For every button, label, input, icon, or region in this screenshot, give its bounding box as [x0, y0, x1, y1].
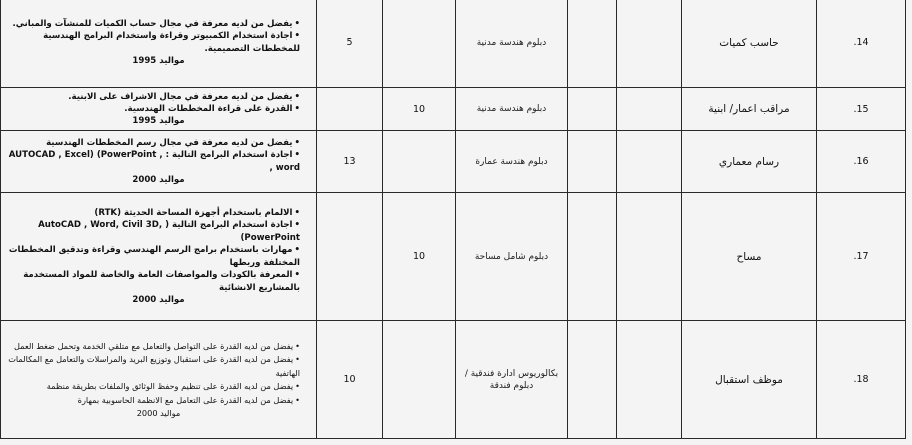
requirement-item: • الالمام باستخدام أجهزة المساحة الحديثة (RTK): [5, 207, 300, 219]
requirements-cell: [1, 131, 317, 193]
qualification-cell: دبلوم هندسة مدنية: [456, 0, 568, 88]
requirements-cell: [1, 321, 317, 439]
requirement-item: • يفضل من لديه القدرة على التعامل مع الانظمة الحاسوبية بمهارة: [5, 394, 300, 408]
requirement-item: • يفضل من لديه القدرة على التواصل والتعامل مع متلقي الخدمة وتحمل ضغط العمل: [5, 340, 300, 354]
empty-cell: [617, 321, 682, 439]
empty-cell: [617, 193, 682, 321]
count-cell: [383, 321, 456, 439]
job-title-cell: حاسب كميات: [682, 0, 817, 88]
job-title-cell: رسام معماري: [682, 131, 817, 193]
qualification-cell: دبلوم شامل مساحة: [456, 193, 568, 321]
empty-cell: [568, 321, 617, 439]
experience-cell: 13: [317, 131, 383, 193]
row-number-cell: .15: [817, 88, 906, 131]
count-cell: [383, 0, 456, 88]
requirements-cell: [1, 193, 317, 321]
table-row: [1, 321, 906, 439]
birth-year: مواليد 2000: [132, 175, 185, 186]
empty-cell: [617, 88, 682, 131]
qualification-cell: دبلوم هندسة مدنية: [456, 88, 568, 131]
empty-cell: [617, 131, 682, 193]
empty-cell: [568, 131, 617, 193]
birth-year: مواليد 1995: [132, 56, 185, 67]
requirement-item: • القدرة على قراءة المخططات الهندسية.: [5, 103, 300, 115]
requirement-item: • يفضل من لديه القدرة على تنظيم وحفظ الوثائق والملفات بطريقة منظمة: [5, 380, 300, 394]
count-cell: [383, 131, 456, 193]
empty-cell: [617, 0, 682, 88]
count-cell: 10: [383, 193, 456, 321]
birth-year: مواليد 2000: [136, 408, 181, 419]
table-row: [1, 0, 906, 88]
experience-cell: 10: [317, 321, 383, 439]
birth-year: مواليد 2000: [132, 294, 185, 305]
row-number-cell: .16: [817, 131, 906, 193]
requirement-item: • المعرفة بالكودات والمواصفات العامة والخاصة للمواد المستخدمة بالمشاريع الانشائية: [5, 269, 300, 294]
empty-cell: [568, 193, 617, 321]
requirement-item: • يفضل من لديه معرفة في مجال حساب الكميات للمنشآت والمباني.: [5, 18, 300, 30]
requirement-item: • يفضل من لديه القدرة على استقبال وتوزيع البريد والمراسلات والتعامل مع المكالمات الهاتفية: [5, 353, 300, 380]
birth-year: مواليد 1995: [132, 116, 185, 127]
row-number-cell: .17: [817, 193, 906, 321]
job-title-cell: مراقب اعمار/ ابنية: [682, 88, 817, 131]
experience-cell: 5: [317, 0, 383, 88]
experience-cell: [317, 193, 383, 321]
experience-cell: [317, 88, 383, 131]
requirement-item: • اجادة استخدام البرامج التالية ( ,AutoCAD , Word, Civil 3D PowerPoint): [5, 219, 300, 244]
requirement-item: • اجادة استخدام البرامج التالية : , AUTOCAD , Excel) (PowerPoint , word: [5, 149, 300, 174]
table-row: [1, 88, 906, 131]
requirements-cell: [1, 88, 317, 131]
requirement-item: • يفضل من لديه معرفة في مجال الاشراف على الابنية.: [5, 91, 300, 103]
table-row: [1, 193, 906, 321]
requirement-item: • اجادة استخدام الكمبيوتر وقراءة واستخدام البرامج الهندسية للمخططات التصميمية.: [5, 30, 300, 55]
table-row: [1, 131, 906, 193]
empty-cell: [568, 0, 617, 88]
row-number-cell: .14: [817, 0, 906, 88]
qualification-cell: بكالوريوس ادارة فندقية / دبلوم فندقة: [456, 321, 568, 439]
qualification-cell: دبلوم هندسة عمارة: [456, 131, 568, 193]
requirement-item: • مهارات باستخدام برامج الرسم الهندسي وقراءة وتدقيق المخططات المختلفة وربطها: [5, 244, 300, 269]
requirements-cell: [1, 0, 317, 88]
requirement-item: • يفضل من لديه معرفة في مجال رسم المخططات الهندسية: [5, 137, 300, 149]
empty-cell: [568, 88, 617, 131]
job-title-cell: مساح: [682, 193, 817, 321]
row-number-cell: .18: [817, 321, 906, 439]
count-cell: 10: [383, 88, 456, 131]
job-title-cell: موظف استقبال: [682, 321, 817, 439]
